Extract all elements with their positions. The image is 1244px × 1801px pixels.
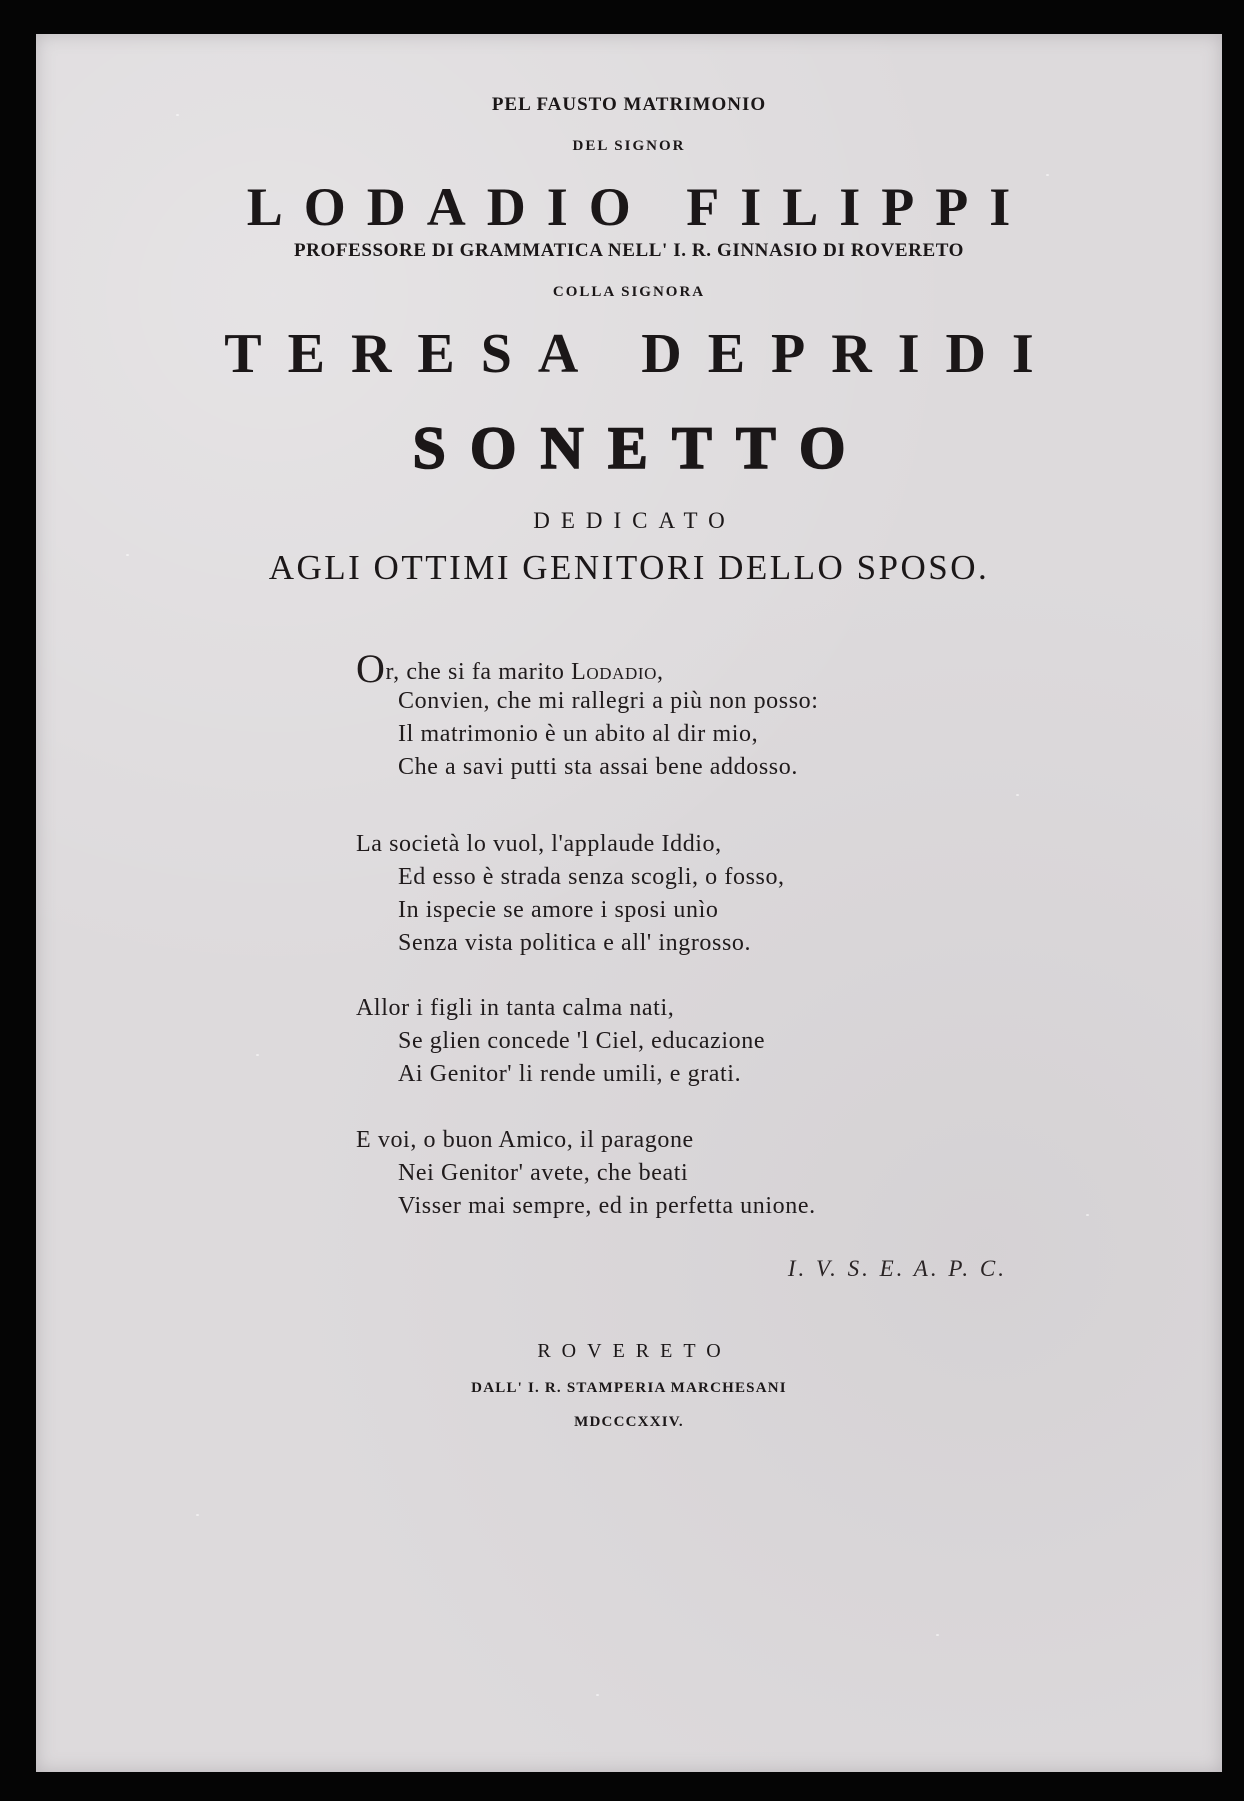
poem-line: Il matrimonio è un abito al dir mio, <box>398 721 759 747</box>
poem-line: Senza vista politica e all' ingrosso. <box>398 930 752 956</box>
paper-speck <box>126 554 129 556</box>
poem-line: E voi, o buon Amico, il paragone <box>356 1127 694 1153</box>
paper-speck <box>1086 1214 1089 1216</box>
dedication-line: AGLI OTTIMI GENITORI DELLO SPOSO. <box>268 548 990 587</box>
poem-line <box>356 646 819 691</box>
header-line-pel-fausto: PEL FAUSTO MATRIMONIO <box>491 94 767 115</box>
poem-line: Ed esso è strada senza scogli, o fosso, <box>398 864 785 890</box>
imprint-year: MDCCCXXIV. <box>574 1414 684 1430</box>
stanza-2 <box>356 828 785 960</box>
poem-text: , <box>657 659 664 685</box>
paper-speck <box>176 114 179 116</box>
poem-line: Convien, che mi rallegri a più non posso: <box>398 688 819 714</box>
paper-speck <box>1046 174 1049 176</box>
author-initials: I. V. S. E. A. P. C. <box>787 1256 1007 1281</box>
poem-line: Che a savi putti sta assai bene addosso. <box>398 754 798 780</box>
paper-speck <box>256 1054 259 1056</box>
poem-line: La società lo vuol, l'applaude Iddio, <box>356 831 722 857</box>
poem-line: Ai Genitor' li rende umili, e grati. <box>398 1061 742 1087</box>
groom-title: PROFESSORE DI GRAMMATICA NELL' I. R. GINNASIO DI ROVERETO <box>293 240 965 261</box>
poem-line: Allor i figli in tanta calma nati, <box>356 995 675 1021</box>
dedication-label: DEDICATO <box>533 508 736 533</box>
stanza-3 <box>356 992 765 1091</box>
stanza-1 <box>356 646 819 784</box>
poem-line: Se glien concede 'l Ciel, educazione <box>398 1028 766 1054</box>
imprint-printer: DALL' I. R. STAMPERIA MARCHESANI <box>471 1380 787 1396</box>
header-line-colla-signora: COLLA SIGNORA <box>552 284 706 300</box>
poem-text: r, che si fa marito <box>385 659 572 685</box>
poem-line: Nei Genitor' avete, che beati <box>398 1160 689 1186</box>
drop-initial: O <box>356 646 386 691</box>
paper-speck <box>1016 794 1019 796</box>
stanza-4 <box>356 1124 816 1223</box>
header-line-del-signor: DEL SIGNOR <box>572 138 686 154</box>
bride-name: TERESA DEPRIDI <box>224 323 1060 385</box>
poem-line: Visser mai sempre, ed in perfetta unione. <box>398 1193 816 1219</box>
imprint-place: ROVERETO <box>537 1340 732 1362</box>
sonetto-title: SONETTO <box>412 415 870 481</box>
printed-sheet <box>36 34 1222 1772</box>
poem-name-lodadio: Lodadio <box>571 659 658 685</box>
poem-line: In ispecie se amore i sposi unìo <box>398 897 719 923</box>
paper-speck <box>196 1514 199 1516</box>
groom-name: LODADIO FILIPPI <box>246 177 1032 237</box>
paper-speck <box>596 1694 599 1696</box>
paper-speck <box>936 1634 939 1636</box>
